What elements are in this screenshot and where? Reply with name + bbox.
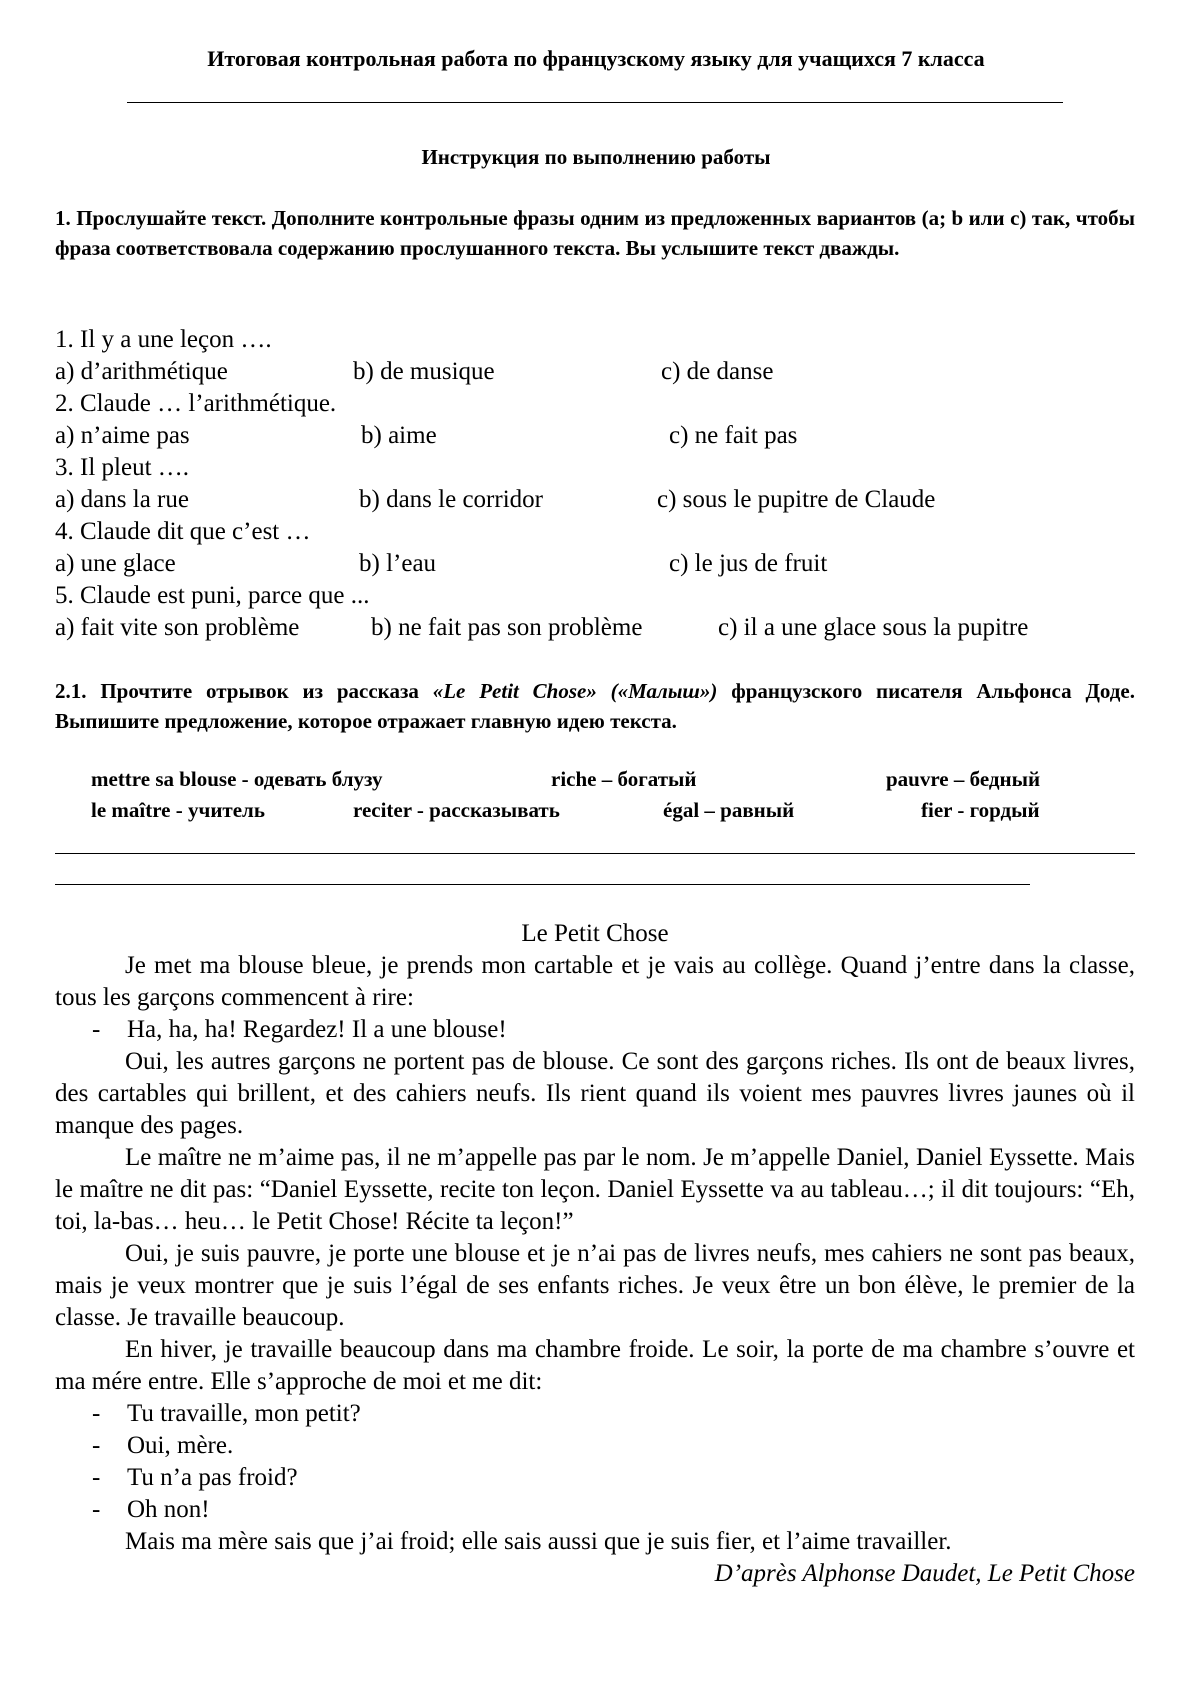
question-2-option-b: b) aime: [361, 422, 437, 449]
dialog-line: - Ha, ha, ha! Regardez! Il a une blouse!: [92, 1016, 507, 1043]
task2-instructions: [55, 676, 1135, 736]
question-1-option-a: a) d’arithmétique: [55, 358, 228, 385]
question-3: 3. Il pleut ….: [55, 454, 190, 481]
question-1: 1. Il y a une leçon ….: [55, 326, 272, 353]
vocab-item: pauvre – бедный: [886, 767, 1041, 791]
dialog-text: Oh non!: [127, 1496, 210, 1523]
dialog-line: - Oui, mère.: [92, 1432, 234, 1459]
question-3-option-c: c) sous le pupitre de Claude: [657, 486, 936, 513]
vocab-item: mettre sa blouse - одевать блузу: [91, 767, 383, 791]
story-text: [55, 918, 1135, 1590]
dialog-text: Tu n’a pas froid?: [127, 1464, 298, 1491]
vocab-item: égal – равный: [663, 798, 795, 822]
dialog-text: Tu travaille, mon petit?: [127, 1400, 361, 1427]
question-4-option-b: b) l’eau: [359, 550, 437, 577]
question-4-option-a: a) une glace: [55, 550, 176, 577]
vocab-item: fier - гордый: [921, 798, 1040, 822]
question-1-option-b: b) de musique: [353, 358, 495, 385]
question-2-option-a: a) n’aime pas: [55, 422, 190, 449]
story-attribution: D’après Alphonse Daudet, Le Petit Chose: [714, 1560, 1135, 1587]
question-2: 2. Claude … l’arithmétique.: [55, 390, 337, 417]
story-title: Le Petit Chose: [521, 920, 669, 947]
page-title: Итоговая контрольная работа по французскому языку для учащихся 7 класса: [207, 46, 985, 71]
story-paragraph: Je met ma blouse bleue, je prends mon cartable et je vais au collège. Quand j’entre dans la classe, tous les garçons commencent à rire:: [55, 952, 1135, 1011]
dialog-text: Ha, ha, ha! Regardez! Il a une blouse!: [127, 1016, 507, 1043]
question-4: 4. Claude dit que c’est …: [55, 518, 311, 545]
task2-text-italic: «Le Petit Chose» («Малыш»): [432, 679, 718, 703]
story-paragraph: Oui, je suis pauvre, je porte une blouse et je n’ai pas de livres neufs, mes cahiers ne sont pas beaux, mais je veux montrer que je suis l’égal de ses enfants riches. Je veux être un bon élève, le premier de la classe. Je travaille beaucoup.: [55, 1240, 1135, 1331]
vocab-item: le maître - учитель: [91, 798, 265, 822]
question-4-option-c: c) le jus de fruit: [669, 550, 828, 577]
dialog-line: - Tu travaille, mon petit?: [92, 1400, 361, 1427]
question-1-option-c: c) de danse: [661, 358, 774, 385]
dialog-text: Oui, mère.: [127, 1432, 234, 1459]
task2-text-before: 2.1. Прочтите отрывок из рассказа: [55, 679, 433, 703]
instructions-heading: Инструкция по выполнению работы: [421, 145, 771, 169]
story-paragraph: Le maître ne m’aime pas, il ne m’appelle pas par le nom. Je m’appelle Daniel, Daniel Eyssette. Mais le maître ne dit pas: “Daniel Eyssette, recite ton leçon. Daniel Eyssette va au tableau…; il dit toujours: “Eh, toi, la-bas… heu… le Petit Chose! Récite ta leçon!”: [55, 1144, 1135, 1235]
question-2-option-c: c) ne fait pas: [669, 422, 798, 449]
story-paragraph: Mais ma mère sais que j’ai froid; elle sais aussi que je suis fier, et l’aime travailler.: [125, 1528, 952, 1555]
title-underline: [127, 102, 1063, 103]
task2-text-after: французского писателя Альфонса Доде. Выпишите предложение, которое отражает главную идею текста.: [55, 679, 1135, 733]
question-5-option-a: a) fait vite son problème: [55, 614, 300, 641]
story-paragraph: Oui, les autres garçons ne portent pas de blouse. Ce sont des garçons riches. Ils ont de beaux livres, des cartables qui brillent, et des cahiers neufs. Ils rient quand ils voient mes pauvres livres jaunes où il manque des pages.: [55, 1048, 1135, 1139]
dialog-line: - Oh non!: [92, 1496, 210, 1523]
question-5-option-c: c) il a une glace sous la pupitre: [718, 614, 1029, 641]
story-paragraph: En hiver, je travaille beaucoup dans ma chambre froide. Le soir, la porte de ma chambre s’ouvre et ma mére entre. Elle s’approche de moi et me dit:: [55, 1336, 1135, 1395]
question-3-option-b: b) dans le corridor: [359, 486, 543, 513]
vocab-item: reciter - рассказывать: [353, 798, 560, 822]
vocab-item: riche – богатый: [551, 767, 697, 791]
answer-line: [55, 853, 1135, 854]
answer-line: [55, 884, 1030, 885]
dialog-line: - Tu n’a pas froid?: [92, 1464, 298, 1491]
question-5: 5. Claude est puni, parce que ...: [55, 582, 370, 609]
question-3-option-a: a) dans la rue: [55, 486, 189, 513]
question-5-option-b: b) ne fait pas son problème: [371, 614, 643, 641]
task1-instructions: 1. Прослушайте текст. Дополните контрольные фразы одним из предложенных вариантов (a; b или c) так, чтобы фраза соответствовала содержанию прослушанного текста. Вы услышите текст дважды.: [55, 206, 1135, 260]
